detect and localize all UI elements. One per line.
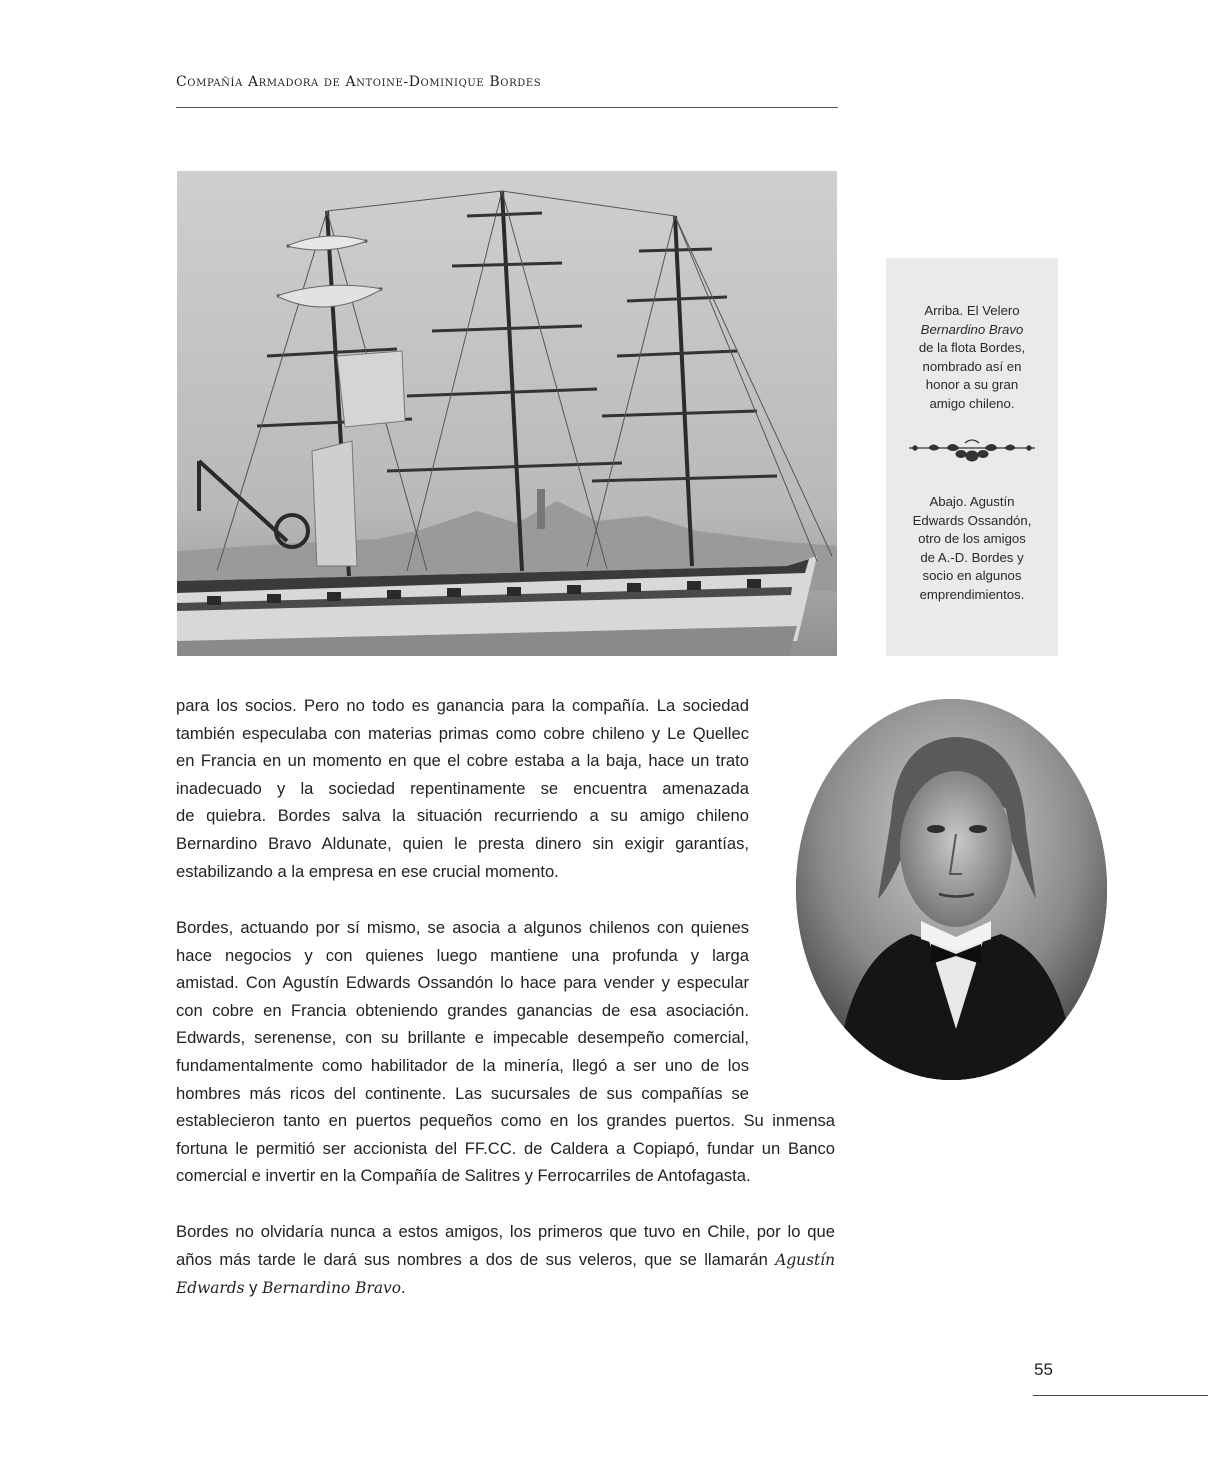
caption-top-line: de la flota Bordes,: [918, 340, 1026, 355]
text-line: en Francia en un momento en que el cobre estaba a la baja, hace un trato: [176, 751, 749, 771]
portrait-photo: [796, 699, 1107, 1080]
text-segment: .: [400, 1278, 406, 1298]
text-line: de quiebra. Bordes salva la situación recurriendo a su amigo chileno: [176, 806, 749, 826]
running-header: Compañía Armadora de Antoine-Dominique Bordes: [176, 74, 542, 90]
paragraph-2-wide: [176, 1107, 835, 1190]
text-line: para los socios. Pero no todo es ganancia para la compañía. La sociedad: [176, 696, 749, 715]
ship-illustration: [177, 171, 837, 656]
text-line: con cobre en Francia obteniendo grandes ganancias de esa asociación.: [176, 1000, 749, 1020]
text-line: Bordes no olvidaría nunca a estos amigos, los primeros que tuvo en Chile, por lo que: [176, 1222, 835, 1241]
ship-name-edwards: Edwards: [176, 1279, 245, 1298]
text-line: Edwards, serenense, con su brillante e impecable desempeño comercial,: [176, 1028, 749, 1048]
floral-ornament-icon: [907, 439, 1037, 465]
caption-bottom-line: Edwards Ossandón,: [912, 512, 1032, 528]
text-line: hombres más ricos del continente. Las sucursales de sus compañías se: [176, 1083, 749, 1103]
header-rule: [176, 107, 838, 108]
paragraph-1: [176, 692, 749, 885]
caption-bottom-line: socio en algunos: [922, 568, 1022, 583]
photo-caption-box: [886, 258, 1058, 656]
text-line: fortuna le permitió ser accionista del FF.CC. de Caldera a Copiapó, fundar un Banco: [176, 1138, 835, 1158]
footer-rule: [1033, 1395, 1208, 1396]
text-line: establecieron tanto en puertos pequeños como en los grandes puertos. Su inmensa: [176, 1111, 835, 1130]
ship-name-agustin: Agustín: [775, 1250, 835, 1269]
caption-top-line: nombrado así en: [922, 358, 1022, 374]
caption-top-line: Arriba. El Velero: [924, 303, 1020, 318]
caption-bottom-line: emprendimientos.: [919, 586, 1025, 602]
text-line: [176, 1246, 835, 1275]
text-segment: y: [249, 1278, 258, 1298]
text-line: comercial e invertir en la Compañía de Salitres y Ferrocarriles de Antofagasta.: [176, 1166, 751, 1186]
caption-top-line: amigo chileno.: [929, 395, 1015, 411]
page-number: 55: [1034, 1360, 1053, 1379]
text-line: [176, 1274, 835, 1303]
text-line: fundamentalmente como habilitador de la minería, llegó a ser uno de los: [176, 1055, 749, 1075]
caption-bottom-line: Abajo. Agustín: [929, 494, 1015, 509]
ship-name-bernardino-bravo: Bernardino Bravo: [262, 1279, 401, 1298]
portrait-illustration: [796, 699, 1107, 1080]
text-line: estabilizando a la empresa en ese crucial momento.: [176, 861, 559, 881]
caption-top-line: honor a su gran: [925, 377, 1019, 392]
text-segment: años más tarde le dará sus nombres a dos de sus veleros, que se llamarán: [176, 1249, 768, 1269]
sailing-ship-photo: [177, 171, 837, 656]
caption-top-line-ship-name: Bernardino Bravo: [920, 321, 1024, 337]
paragraph-3: [176, 1218, 835, 1303]
text-line: hace negocios y con quienes luego mantiene una profunda y larga: [176, 945, 749, 965]
paragraph-2-narrow: [176, 914, 749, 1107]
text-line: Bernardino Bravo Aldunate, quien le presta dinero sin exigir garantías,: [176, 833, 749, 853]
text-line: también especulaba con materias primas como cobre chileno y Le Quellec: [176, 723, 749, 743]
text-line: Bordes, actuando por sí mismo, se asocia a algunos chilenos con quienes: [176, 918, 749, 937]
caption-bottom-line: otro de los amigos: [918, 531, 1026, 546]
text-line: amistad. Con Agustín Edwards Ossandón lo hace para vender y especular: [176, 973, 749, 993]
text-line: inadecuado y la sociedad repentinamente se encuentra amenazada: [176, 778, 749, 798]
caption-bottom-line: de A.-D. Bordes y: [920, 549, 1024, 565]
